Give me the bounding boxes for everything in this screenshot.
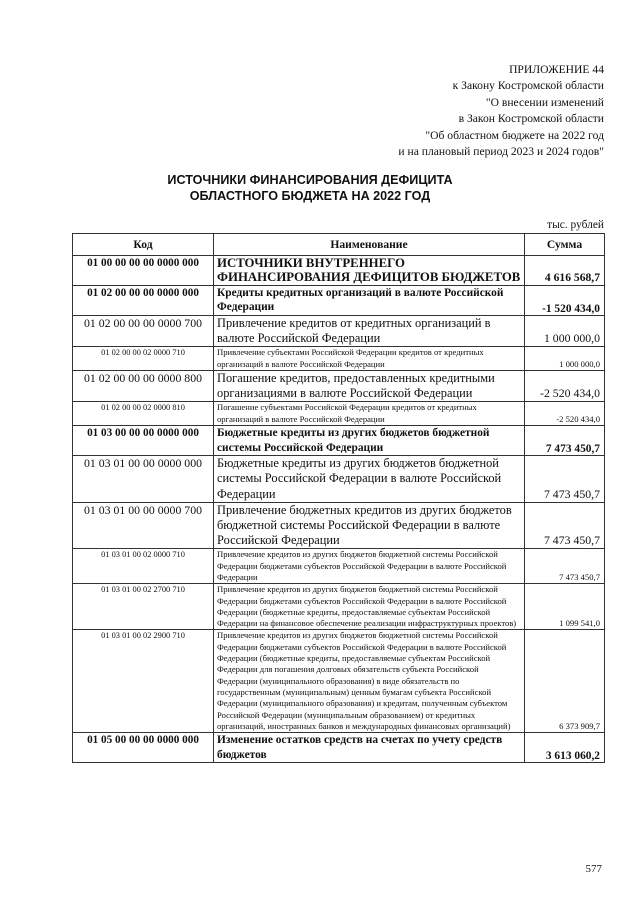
table-row (73, 584, 605, 630)
row-code: 01 03 01 00 00 0000 000 (73, 456, 214, 503)
row-sum: 4 616 568,7 (525, 256, 605, 286)
row-code: 01 05 00 00 00 0000 000 (73, 733, 214, 763)
table-row (73, 347, 605, 371)
row-sum: 7 473 450,7 (525, 549, 605, 584)
table-row (73, 316, 605, 347)
sources-table (72, 233, 605, 763)
row-code: 01 02 00 00 00 0000 000 (73, 285, 214, 315)
appendix-line: "О внесении изменений (485, 95, 604, 109)
row-code: 01 03 01 00 02 2900 710 (73, 630, 214, 733)
row-sum: 1 000 000,0 (525, 347, 605, 371)
row-code: 01 03 01 00 00 0000 700 (73, 502, 214, 549)
appendix-line: к Закону Костромской области (452, 79, 604, 93)
row-name: Привлечение кредитов из других бюджетов бюджетной системы Российской Федерации бюджетами субъектов Российской Федерации в валюте Российской Федерации (бюджетные кредиты, предоставляемые субъектам Российской Федерации для погашения долговых обязательств субъекта Российской Федерации (муниципального образования) в виде обязательств по государственным (муниципальным) ценным бумагам субъекта Российской Федерации (муниципального образования) и кредитам, полученным субъектом Российской Федерации (муниципальным образованием) от кредитных организаций, иностранных банков и международных финансовых организаций) (214, 630, 525, 733)
row-name: Бюджетные кредиты из других бюджетов бюджетной системы Российской Федерации в валюте Российской Федерации (214, 456, 525, 503)
table-row (73, 549, 605, 584)
table-row (73, 371, 605, 402)
row-code: 01 03 01 00 02 0000 710 (73, 549, 214, 584)
row-sum: -2 520 434,0 (525, 402, 605, 426)
row-name: Привлечение кредитов из других бюджетов бюджетной системы Российской Федерации бюджетами субъектов Российской Федерации в валюте Российской Федерации (214, 549, 525, 584)
row-sum: 1 099 541,0 (525, 584, 605, 630)
row-name: Привлечение субъектами Российской Федерации кредитов от кредитных организаций в валюте Российской Федерации (214, 347, 525, 371)
row-name: Кредиты кредитных организаций в валюте Российской Федерации (214, 285, 525, 315)
table-row (73, 733, 605, 763)
row-sum: 6 373 909,7 (525, 630, 605, 733)
document-title-line: ИСТОЧНИКИ ФИНАНСИРОВАНИЯ ДЕФИЦИТА (167, 173, 453, 187)
units-label: тыс. рублей (547, 219, 604, 231)
row-name: Привлечение кредитов от кредитных организаций в валюте Российской Федерации (214, 316, 525, 347)
row-name: Погашение кредитов, предоставленных кредитными организациями в валюте Российской Федерации (214, 371, 525, 402)
header-name: Наименование (214, 234, 525, 256)
table-row (73, 285, 605, 315)
row-code: 01 03 00 00 00 0000 000 (73, 426, 214, 456)
row-sum: 7 473 450,7 (525, 502, 605, 549)
appendix-header (274, 62, 604, 160)
row-sum: 7 473 450,7 (525, 456, 605, 503)
header-sum: Сумма (525, 234, 605, 256)
row-sum: 7 473 450,7 (525, 426, 605, 456)
appendix-line: ПРИЛОЖЕНИЕ 44 (509, 63, 604, 76)
document-title-line: ОБЛАСТНОГО БЮДЖЕТА НА 2022 ГОД (189, 189, 431, 203)
row-code: 01 02 00 00 02 0000 810 (73, 402, 214, 426)
table-row (73, 256, 605, 286)
row-name: Бюджетные кредиты из других бюджетов бюджетной системы Российской Федерации (214, 426, 525, 456)
row-name: Изменение остатков средств на счетах по учету средств бюджетов (214, 733, 525, 763)
appendix-line: и на плановый период 2023 и 2024 годов" (398, 145, 604, 159)
table-row (73, 502, 605, 549)
row-name: Привлечение бюджетных кредитов из других бюджетов бюджетной системы Российской Федерации в валюте Российской Федерации (214, 502, 525, 549)
row-sum: 1 000 000,0 (525, 316, 605, 347)
page-number: 577 (585, 863, 602, 875)
row-code: 01 00 00 00 00 0000 000 (73, 256, 214, 286)
document-title (60, 172, 560, 204)
row-name: Привлечение кредитов из других бюджетов бюджетной системы Российской Федерации бюджетами субъектов Российской Федерации в валюте Российской Федерации (бюджетные кредиты, предоставляемые субъектам Российской Федерации на финансовое обеспечение реализации инфраструктурных проектов) (214, 584, 525, 630)
table-row (73, 630, 605, 733)
table-header-row (73, 234, 605, 256)
table-row (73, 402, 605, 426)
table-row (73, 426, 605, 456)
row-sum: 3 613 060,2 (525, 733, 605, 763)
header-code: Код (73, 234, 214, 256)
appendix-line: в Закон Костромской области (458, 112, 604, 126)
appendix-line: "Об областном бюджете на 2022 год (425, 128, 604, 142)
row-code: 01 03 01 00 02 2700 710 (73, 584, 214, 630)
row-code: 01 02 00 00 00 0000 800 (73, 371, 214, 402)
row-sum: -2 520 434,0 (525, 371, 605, 402)
row-sum: -1 520 434,0 (525, 285, 605, 315)
row-code: 01 02 00 00 02 0000 710 (73, 347, 214, 371)
row-name: ИСТОЧНИКИ ВНУТРЕННЕГО ФИНАНСИРОВАНИЯ ДЕФИЦИТОВ БЮДЖЕТОВ (214, 256, 525, 286)
table-row (73, 456, 605, 503)
row-code: 01 02 00 00 00 0000 700 (73, 316, 214, 347)
row-name: Погашение субъектами Российской Федерации кредитов от кредитных организаций в валюте Российской Федерации (214, 402, 525, 426)
